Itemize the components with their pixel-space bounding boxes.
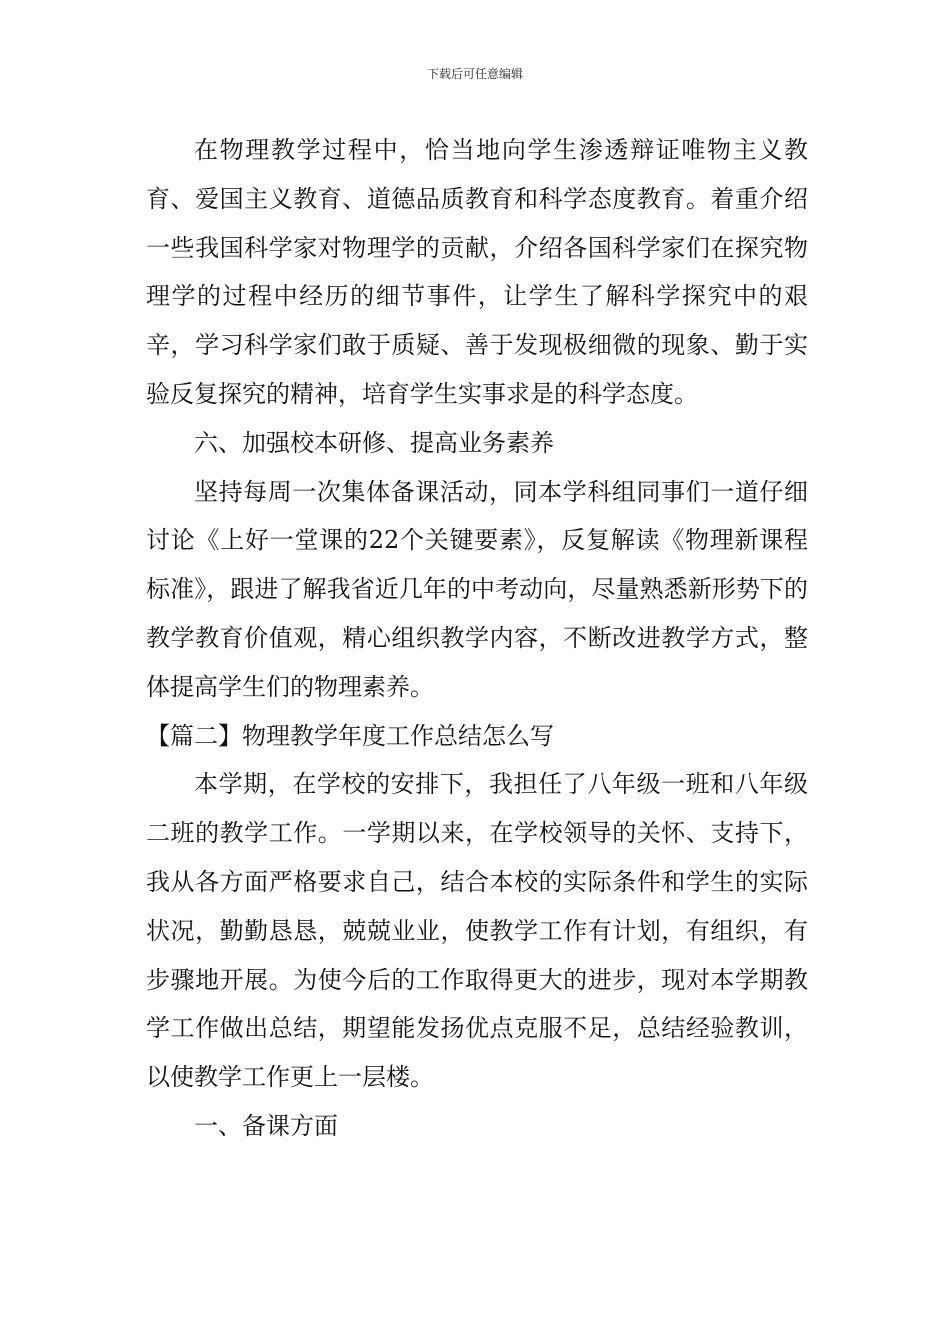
page-header-note: 下载后可任意编辑 bbox=[426, 67, 523, 81]
paragraph-moral-education: 在物理教学过程中，恰当地向学生渗透辩证唯物主义教育、爱国主义教育、道德品质教育和科学态度教育。着重介绍一些我国科学家对物理学的贡献，介绍各国科学家们在探究物理学的过程中经历的细节事件，让学生了解科学探究中的艰辛，学习科学家们敢于质疑、善于发现极细微的现象、勤于实验反复探究的精神，培育学生实事求是的科学态度。 bbox=[146, 136, 808, 408]
section-heading-one: 一、备课方面 bbox=[194, 1111, 338, 1140]
paragraph-collective-preparation: 坚持每周一次集体备课活动，同本学科组同事们一道仔细讨论《上好一堂课的22个关键要素》，反复解读《物理新课程标准》，跟进了解我省近几年的中考动向，尽量熟悉新形势下的教学教育价值观，精心组织教学内容，不断改进教学方式，整体提高学生们的物理素养。 bbox=[146, 477, 808, 701]
section-heading-six: 六、加强校本研修、提高业务素养 bbox=[194, 428, 554, 457]
article-title-part-two: 【篇二】物理教学年度工作总结怎么写 bbox=[146, 721, 554, 750]
document-body bbox=[146, 126, 808, 1151]
paragraph-semester-intro: 本学期，在学校的安排下，我担任了八年级一班和八年级二班的教学工作。一学期以来，在学校领导的关怀、支持下，我从各方面严格要求自己，结合本校的实际条件和学生的实际状况，勤勤恳恳，兢兢业业，使教学工作有计划，有组织，有步骤地开展。为使今后的工作取得更大的进步，现对本学期教学工作做出总结，期望能发扬优点克服不足，总结经验教训，以使教学工作更上一层楼。 bbox=[146, 770, 808, 1092]
